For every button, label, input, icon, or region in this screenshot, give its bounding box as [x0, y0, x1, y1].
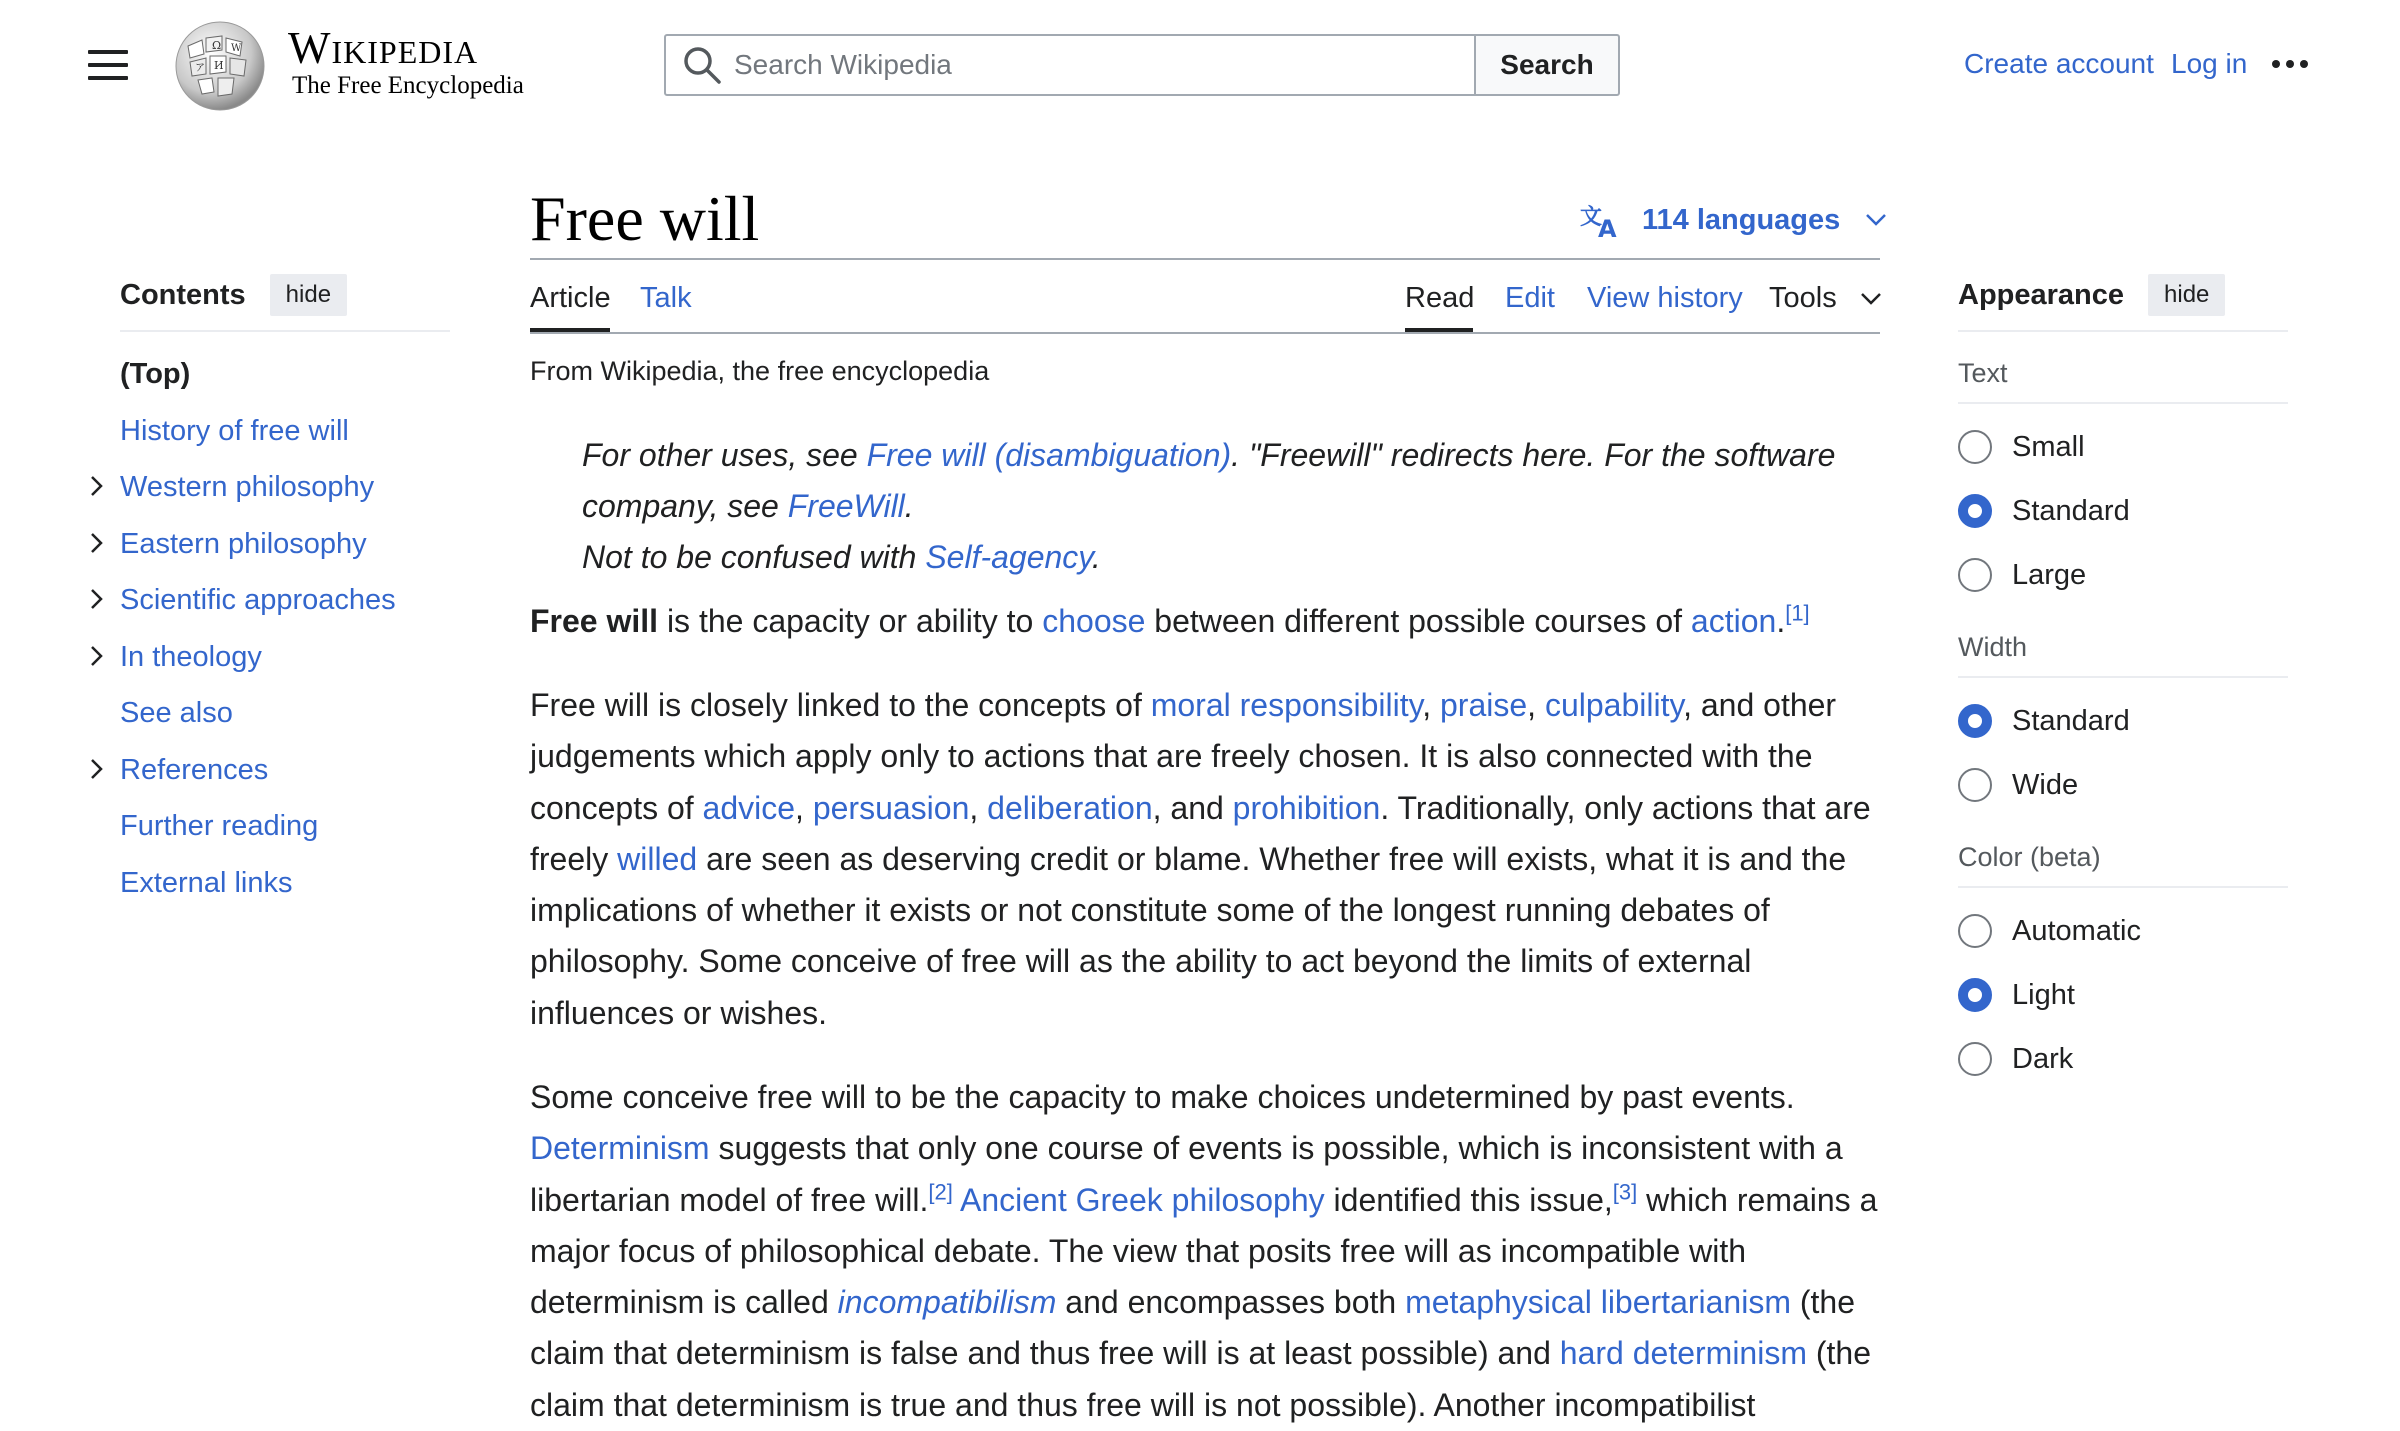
- tab-view-history[interactable]: View history: [1587, 282, 1743, 314]
- radio-circle[interactable]: [1958, 914, 1992, 948]
- chevron-down-icon: [1859, 291, 1883, 307]
- toc-item-further-reading[interactable]: Further reading: [120, 810, 319, 842]
- toc-item-western-philosophy[interactable]: Western philosophy: [120, 467, 396, 524]
- radio-text-large[interactable]: Large: [1958, 558, 2086, 592]
- appearance-title: Appearance: [1958, 278, 2125, 311]
- link-metaphysical-libertarianism[interactable]: metaphysical libertarianism: [1405, 1284, 1791, 1321]
- paragraph-3: Some conceive free will to be the capacity to make choices undetermined by past events. Determinism suggests that only one course of events is possible, which is inconsistent with a libertarian model of free will.[2] Ancient Greek philosophy identified this issue,[3] which remains a major focus of philosophical debate. The view that posits free will as incompatible with determinism is called incompatibilism and encompasses both metaphysical libertarianism (the claim that determinism is false and thus free will is at least possible) and hard determinism (the claim that determinism is true and thus free will is not possible). Another incompatibilist: [530, 1079, 1878, 1423]
- link-advice[interactable]: advice: [702, 789, 796, 826]
- language-selector[interactable]: [1580, 200, 1888, 240]
- link-moral-responsibility[interactable]: moral responsibility: [1150, 687, 1423, 723]
- radio-color-dark[interactable]: Dark: [1958, 1042, 2073, 1076]
- tab-read[interactable]: Read: [1405, 282, 1475, 314]
- radio-width-standard[interactable]: Standard: [1958, 704, 2130, 738]
- appearance-divider: [1958, 330, 2288, 332]
- appearance-header: [1958, 274, 2225, 316]
- language-icon: [1580, 200, 1624, 240]
- chevron-down-icon: [1864, 212, 1888, 228]
- chevron-right-icon[interactable]: [86, 473, 108, 499]
- table-of-contents: [120, 354, 396, 919]
- toc-item-in-theology[interactable]: In theology: [120, 637, 396, 694]
- svg-text:Ω: Ω: [212, 39, 222, 52]
- chevron-right-icon[interactable]: [86, 756, 108, 782]
- tabs-divider: [530, 332, 1880, 334]
- title-divider: [530, 258, 1880, 260]
- width-divider: [1958, 676, 2288, 678]
- radio-color-automatic[interactable]: Automatic: [1958, 914, 2141, 948]
- more-options-icon[interactable]: [2272, 55, 2314, 73]
- search-icon: [682, 45, 722, 85]
- reference-3[interactable]: [3]: [1612, 1178, 1638, 1204]
- radio-circle[interactable]: [1958, 430, 1992, 464]
- chevron-right-icon[interactable]: [86, 643, 108, 669]
- radio-text-small[interactable]: Small: [1958, 430, 2085, 464]
- search-box[interactable]: [664, 34, 1476, 96]
- link-ancient-greek-philosophy[interactable]: Ancient Greek philosophy: [959, 1181, 1325, 1218]
- link-prohibition[interactable]: prohibition: [1232, 789, 1381, 826]
- reference-1[interactable]: [1]: [1785, 600, 1810, 626]
- paragraph-2: Free will is closely linked to the concepts of moral responsibility, praise, culpability, and other judgements which apply only to actions that are freely chosen. It is also connected with the concepts of advice, persuasion, deliberation, and prohibition. Traditionally, only actions that are freely willed are seen as deserving credit or blame. Whether free will exists, what it is and the implications of whether it exists or not constitute some of the longest running debates of philosophy. Some conceive of free will as the ability to act beyond the limits of external influences or wishes.: [530, 687, 1871, 1031]
- link-hard-determinism[interactable]: hard determinism: [1559, 1335, 1807, 1372]
- lead-paragraph: Free will is the capacity or ability to choose between different possible courses of action.[1]: [530, 600, 1810, 639]
- radio-circle[interactable]: [1958, 768, 1992, 802]
- radio-circle-selected[interactable]: [1958, 704, 1992, 738]
- radio-circle-selected[interactable]: [1958, 494, 1992, 528]
- search-button[interactable]: Search: [1474, 34, 1620, 96]
- link-freewill[interactable]: FreeWill: [787, 488, 905, 524]
- toc-item-top[interactable]: (Top): [120, 358, 191, 390]
- link-determinism[interactable]: Determinism: [530, 1130, 710, 1167]
- tab-article[interactable]: Article: [530, 282, 611, 314]
- link-praise[interactable]: praise: [1440, 687, 1528, 723]
- link-action[interactable]: action: [1690, 603, 1777, 639]
- hatnote-line-2: Not to be confused with Self-agency.: [582, 539, 1101, 575]
- color-label: Color (beta): [1958, 842, 2101, 872]
- main-menu-button[interactable]: [88, 50, 128, 84]
- appearance-hide-button[interactable]: hide: [2148, 274, 2225, 316]
- wikipedia-globe-logo[interactable]: [168, 18, 272, 112]
- toc-item-history[interactable]: History of free will: [120, 414, 349, 447]
- search-input[interactable]: [722, 37, 1474, 93]
- toc-item-eastern-philosophy[interactable]: Eastern philosophy: [120, 524, 396, 581]
- svg-text:文: 文: [1580, 205, 1603, 230]
- tab-talk[interactable]: Talk: [640, 282, 692, 314]
- svg-text:И: И: [214, 59, 224, 72]
- wikipedia-tagline: The Free Encyclopedia: [292, 72, 524, 99]
- link-free-will-disambiguation[interactable]: Free will (disambiguation): [866, 437, 1232, 473]
- toc-item-references[interactable]: References: [120, 750, 396, 807]
- radio-color-light[interactable]: Light: [1958, 978, 2075, 1012]
- link-self-agency[interactable]: Self-agency: [925, 539, 1092, 575]
- radio-circle[interactable]: [1958, 558, 1992, 592]
- hatnote-line-1: For other uses, see Free will (disambiguation). "Freewill" redirects here. For the software company, see FreeWill.: [582, 437, 1836, 524]
- link-choose[interactable]: choose: [1042, 603, 1146, 639]
- site-subtitle: From Wikipedia, the free encyclopedia: [530, 356, 990, 386]
- toc-divider: [120, 330, 450, 332]
- chevron-right-icon[interactable]: [86, 530, 108, 556]
- text-size-label: Text: [1958, 358, 2008, 388]
- tab-edit[interactable]: Edit: [1505, 282, 1555, 314]
- radio-text-standard[interactable]: Standard: [1958, 494, 2130, 528]
- link-willed[interactable]: willed: [617, 840, 698, 877]
- text-size-divider: [1958, 402, 2288, 404]
- toc-item-external-links[interactable]: External links: [120, 866, 293, 899]
- hatnote: [582, 430, 1882, 583]
- svg-text:A: A: [1598, 215, 1617, 240]
- link-deliberation[interactable]: deliberation: [987, 789, 1153, 826]
- svg-text:W: W: [231, 43, 242, 54]
- toc-item-scientific-approaches[interactable]: Scientific approaches: [120, 580, 396, 637]
- radio-width-wide[interactable]: Wide: [1958, 768, 2078, 802]
- link-persuasion[interactable]: persuasion: [812, 789, 970, 826]
- chevron-right-icon[interactable]: [86, 586, 108, 612]
- link-culpability[interactable]: culpability: [1544, 687, 1684, 723]
- width-label: Width: [1958, 632, 2028, 662]
- toc-item-see-also[interactable]: See also: [120, 697, 233, 729]
- log-in-link[interactable]: Log in: [2171, 48, 2248, 79]
- svg-text:ア: ア: [195, 63, 205, 74]
- reference-2[interactable]: [2]: [928, 1178, 953, 1204]
- link-incompatibilism[interactable]: incompatibilism: [837, 1284, 1057, 1321]
- radio-circle[interactable]: [1958, 1042, 1992, 1076]
- radio-circle-selected[interactable]: [1958, 978, 1992, 1012]
- toc-header: [120, 274, 347, 316]
- tools-label[interactable]: Tools: [1769, 282, 1837, 314]
- page-title: Free will: [530, 183, 760, 254]
- language-count[interactable]: 114 languages: [1642, 203, 1841, 236]
- tools-menu[interactable]: [1769, 282, 1883, 315]
- create-account-link[interactable]: Create account: [1964, 48, 2154, 79]
- toc-hide-button[interactable]: hide: [270, 274, 347, 316]
- toc-title: Contents: [120, 278, 246, 311]
- color-divider: [1958, 886, 2288, 888]
- wikipedia-wordmark[interactable]: Wikipedia: [288, 23, 479, 73]
